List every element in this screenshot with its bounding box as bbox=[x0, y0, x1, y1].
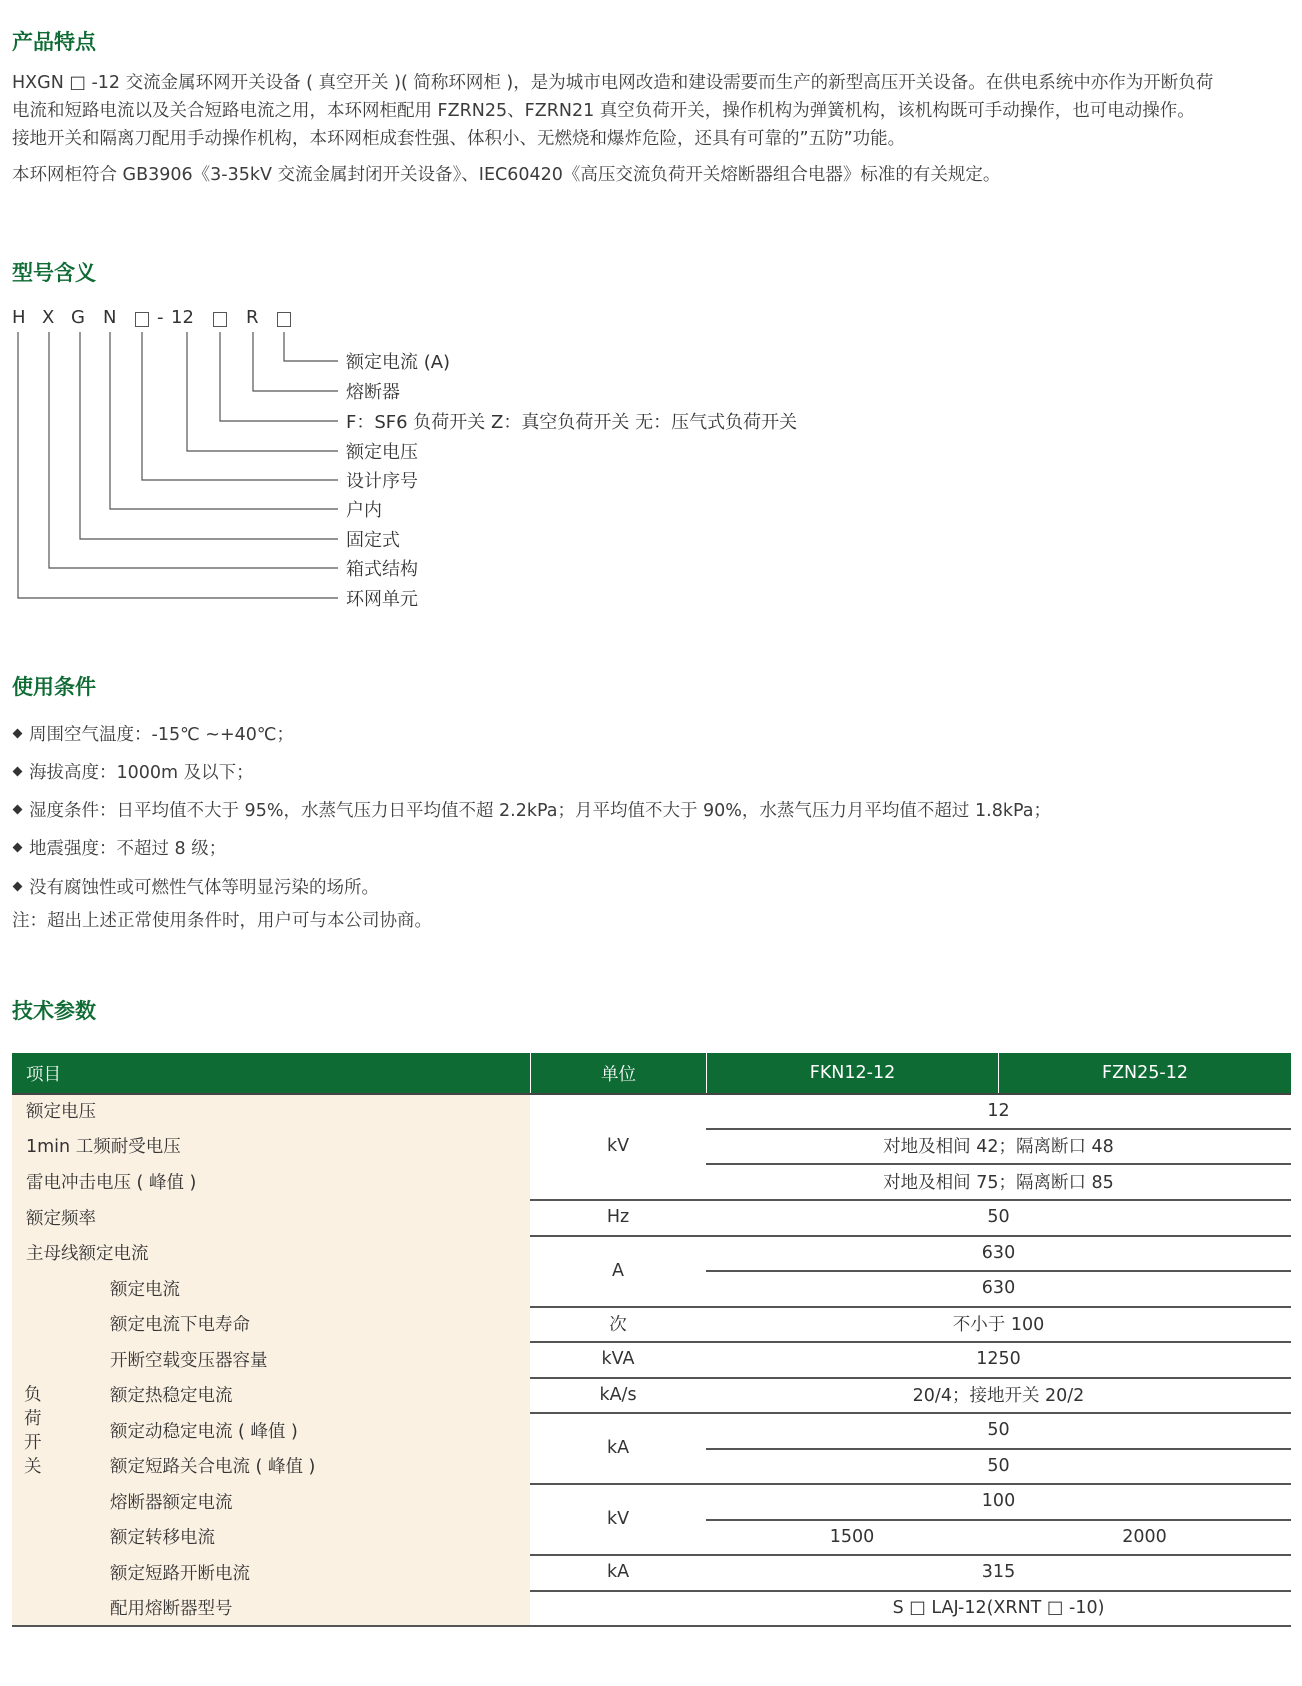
table-value-cell: 315 bbox=[981, 1562, 1016, 1582]
table-value-cell: 50 bbox=[987, 1420, 1010, 1440]
model-label-design-serial: 设计序号 bbox=[346, 471, 418, 492]
table-value-cell: 12 bbox=[987, 1100, 1010, 1121]
table-value-cell: 20/4；接地开关 20/2 bbox=[912, 1386, 1085, 1406]
table-value-cell: 对地及相间 42；隔离断口 48 bbox=[883, 1137, 1114, 1157]
table-unit-cell: Hz bbox=[606, 1207, 630, 1227]
table-unit-cell: 次 bbox=[609, 1315, 627, 1335]
bullet-diamond-icon bbox=[13, 805, 23, 815]
features-line-1: HXGN □ -12 交流金属环网开关设备 ( 真空开关 )( 简称环网柜 )，是为城市电网改造和建设需要而生产的新型高压开关设备。在供电系统中亦作为开断负荷 bbox=[12, 73, 1214, 93]
table-row-item: 配用熔断器型号 bbox=[110, 1599, 233, 1619]
features-line-2: 电流和短路电流以及关合短路电流之用，本环网柜配用 FZRN25、FZRN21 真空负荷开关，操作机构为弹簧机构，该机构既可手动操作，也可电动操作。 bbox=[12, 101, 1195, 121]
table-row-item: 额定短路关合电流 ( 峰值 ) bbox=[110, 1457, 316, 1477]
condition-item-earthquake: 地震强度：不超过 8 级； bbox=[12, 835, 226, 860]
model-label-box-structure: 箱式结构 bbox=[346, 559, 418, 580]
table-value-cell-fzn25: 2000 bbox=[1122, 1526, 1167, 1547]
table-value-cell: 630 bbox=[981, 1242, 1016, 1263]
table-row-item: 额定转移电流 bbox=[110, 1528, 215, 1548]
table-row-item: 熔断器额定电流 bbox=[110, 1492, 233, 1513]
section-title-specs: 技术参数 bbox=[12, 999, 96, 1023]
table-value-cell: 对地及相间 75；隔离断口 85 bbox=[883, 1172, 1114, 1193]
table-header-unit: 单位 bbox=[530, 1053, 706, 1093]
model-label-fixed: 固定式 bbox=[346, 530, 400, 551]
section-title-conditions: 使用条件 bbox=[12, 675, 96, 699]
model-label-fuse: 熔断器 bbox=[346, 382, 400, 403]
table-unit-cell: kA bbox=[606, 1437, 630, 1458]
table-unit-cell: kA/s bbox=[599, 1384, 637, 1405]
table-unit-cell: kVA bbox=[601, 1349, 635, 1369]
code-letter-r: R bbox=[246, 307, 259, 328]
table-row-item: 额定电压 bbox=[26, 1102, 96, 1122]
table-row-item: 雷电冲击电压 ( 峰值 ) bbox=[26, 1172, 197, 1193]
table-row-item: 额定电流下电寿命 bbox=[110, 1315, 250, 1335]
section-title-model: 型号含义 bbox=[12, 261, 96, 285]
table-unit-cell: kA bbox=[606, 1562, 630, 1582]
code-letter-g: G bbox=[71, 307, 85, 328]
condition-item-humidity: 湿度条件：日平均值不大于 95%，水蒸气压力日平均值不超 2.2kPa；月平均值不大于 90%，水蒸气压力月平均值不超过 1.8kPa； bbox=[12, 797, 1051, 822]
spec-table bbox=[12, 1053, 1291, 1627]
bullet-diamond-icon bbox=[13, 843, 23, 853]
table-bottom-line bbox=[12, 1625, 1291, 1627]
table-value-cell-fkn12: 1500 bbox=[829, 1526, 875, 1547]
table-row-item: 额定热稳定电流 bbox=[110, 1386, 233, 1406]
table-row-item: 额定动稳定电流 ( 峰值 ) bbox=[110, 1421, 298, 1442]
table-value-cell: 不小于 100 bbox=[952, 1315, 1045, 1335]
features-line-3: 接地开关和隔离刀配用手动操作机构，本环网柜成套性强、体积小、无燃烧和爆炸危险，还具有可靠的”五防”功能。 bbox=[12, 129, 906, 149]
table-header-fzn25: FZN25-12 bbox=[998, 1053, 1291, 1093]
group-label-load-switch: 负荷开关 bbox=[24, 1385, 42, 1477]
features-line-4: 本环网柜符合 GB3906《3-35kV 交流金属封闭开关设备》、IEC60420《高压交流负荷开关熔断器组合电器》标准的有关规定。 bbox=[12, 165, 1001, 185]
table-header-fkn12: FKN12-12 bbox=[706, 1053, 998, 1093]
model-label-rated-current: 额定电流 (A) bbox=[346, 352, 451, 373]
bullet-diamond-icon bbox=[13, 729, 23, 739]
condition-item-altitude: 海拔高度：1000m 及以下； bbox=[12, 759, 254, 784]
table-row-item: 开断空载变压器容量 bbox=[110, 1350, 268, 1371]
table-value-cell: 100 bbox=[981, 1491, 1016, 1511]
table-row-item: 额定电流 bbox=[110, 1279, 180, 1300]
condition-item-pollution: 没有腐蚀性或可燃性气体等明显污染的场所。 bbox=[12, 874, 379, 899]
table-unit-cell: A bbox=[612, 1260, 624, 1281]
code-dash: - bbox=[157, 307, 164, 328]
section-title-features: 产品特点 bbox=[12, 30, 96, 54]
bullet-diamond-icon bbox=[13, 767, 23, 777]
table-value-cell: 1250 bbox=[976, 1349, 1021, 1369]
code-voltage: 12 bbox=[171, 307, 194, 328]
table-row-item: 额定短路开断电流 bbox=[110, 1563, 250, 1584]
table-row-item: 额定频率 bbox=[26, 1208, 96, 1229]
model-label-rated-voltage: 额定电压 bbox=[346, 442, 418, 463]
table-value-cell: 50 bbox=[987, 1455, 1010, 1476]
model-label-switch-type: F：SF6 负荷开关 Z：真空负荷开关 无：压气式负荷开关 bbox=[346, 412, 798, 433]
table-header-item: 项目 bbox=[12, 1053, 530, 1093]
table-row-item: 1min 工频耐受电压 bbox=[26, 1137, 181, 1157]
model-label-ring-unit: 环网单元 bbox=[346, 589, 418, 610]
table-unit-cell: kV bbox=[606, 1508, 630, 1529]
code-letter-h: H bbox=[12, 307, 26, 328]
table-value-cell: S □ LAJ-12(XRNT □ -10) bbox=[892, 1597, 1105, 1618]
bullet-diamond-icon bbox=[13, 882, 23, 892]
code-letter-x: X bbox=[42, 307, 55, 328]
table-unit-cell: kV bbox=[606, 1136, 630, 1156]
model-label-indoor: 户内 bbox=[346, 500, 382, 521]
condition-item-temperature: 周围空气温度：-15℃ ~+40℃； bbox=[12, 721, 294, 746]
code-letter-n: N bbox=[103, 307, 117, 328]
conditions-note: 注：超出上述正常使用条件时，用户可与本公司协商。 bbox=[12, 911, 432, 931]
table-row-item: 主母线额定电流 bbox=[26, 1244, 149, 1264]
table-value-cell: 50 bbox=[987, 1207, 1010, 1227]
table-value-cell: 630 bbox=[981, 1278, 1016, 1298]
